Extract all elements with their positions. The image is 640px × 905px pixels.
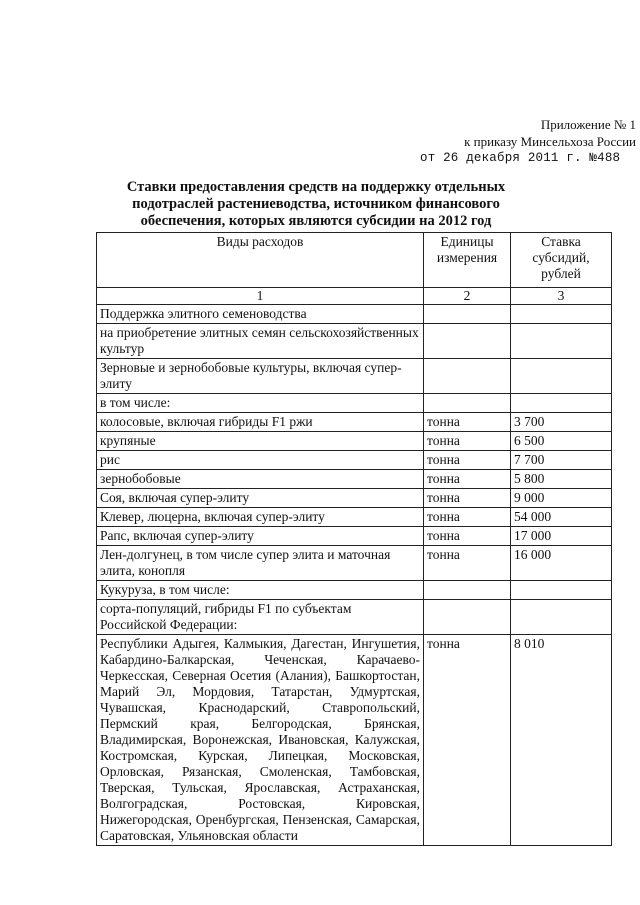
expense-type-cell: Соя, включая супер-элиту xyxy=(97,489,424,508)
appendix-order-ref: к приказу Минсельхоза России xyxy=(464,134,636,149)
unit-cell: тонна xyxy=(424,508,511,527)
expense-type-cell: зернобобовые xyxy=(97,470,424,489)
table-row xyxy=(97,451,612,470)
appendix-number: Приложение № 1 xyxy=(540,117,636,132)
rate-cell: 17 000 xyxy=(511,527,612,546)
rate-cell: 5 800 xyxy=(511,470,612,489)
expense-type-cell: рис xyxy=(97,451,424,470)
table-row xyxy=(97,324,612,359)
rate-cell: 54 000 xyxy=(511,508,612,527)
expense-type-cell: колосовые, включая гибриды F1 ржи xyxy=(97,413,424,432)
expense-type-cell: Зерновые и зернобобовые культуры, включая супер-элиту xyxy=(97,359,424,394)
column-number-2: 2 xyxy=(424,288,511,305)
unit-cell xyxy=(424,324,511,359)
table-row xyxy=(97,359,612,394)
rate-cell xyxy=(511,600,612,635)
rate-cell: 9 000 xyxy=(511,489,612,508)
rate-cell: 16 000 xyxy=(511,546,612,581)
table-row xyxy=(97,527,612,546)
rate-cell: 6 500 xyxy=(511,432,612,451)
subsidy-rates-table xyxy=(96,232,612,846)
unit-cell: тонна xyxy=(424,432,511,451)
unit-cell: тонна xyxy=(424,451,511,470)
table-row xyxy=(97,470,612,489)
rate-cell xyxy=(511,394,612,413)
appendix-order-date: от 26 декабря 2011 г. №488 xyxy=(420,151,621,165)
table-row xyxy=(97,305,612,324)
unit-cell xyxy=(424,581,511,600)
table-row xyxy=(97,394,612,413)
table-row xyxy=(97,413,612,432)
column-number-1: 1 xyxy=(97,288,424,305)
document-title: Ставки предоставления средств на поддержку отдельных подотраслей растениеводства, источником финансового обеспечения, которых являются субсидии на 2012 год xyxy=(126,179,506,229)
expense-type-cell: Лен-долгунец, в том числе супер элита и маточная элита, конопля xyxy=(97,546,424,581)
header-expense-type: Виды расходов xyxy=(97,233,424,288)
rate-cell xyxy=(511,324,612,359)
unit-cell xyxy=(424,394,511,413)
expense-type-cell: сорта-популяций, гибриды F1 по субъектам Российской Федерации: xyxy=(97,600,424,635)
expense-type-cell: в том числе: xyxy=(97,394,424,413)
table-row xyxy=(97,546,612,581)
unit-cell: тонна xyxy=(424,413,511,432)
header-rate: Ставка субсидий, рублей xyxy=(511,233,612,288)
rate-cell xyxy=(511,305,612,324)
table-row xyxy=(97,581,612,600)
expense-type-cell: Клевер, люцерна, включая супер-элиту xyxy=(97,508,424,527)
expense-type-cell: Республики Адыгея, Калмыкия, Дагестан, Ингушетия, Кабардино-Балкарская, Чеченская, Карачаево-Черкесская, Северная Осетия (Алания), Башкортостан, Марий Эл, Мордовия, Татарстан, Удмуртская, Чувашская, Краснодарский, Ставропольский, Пермский края, Белгородская, Брянская, Владимирская, Воронежская, Ивановская, Калужская, Костромская, Курская, Липецкая, Московская, Орловская, Рязанская, Смоленская, Тамбовская, Тверская, Тульская, Ярославская, Астраханская, Волгоградская, Ростовская, Кировская, Нижегородская, Оренбургская, Пензенская, Самарская, Саратовская, Ульяновская области xyxy=(97,635,424,846)
unit-cell: тонна xyxy=(424,489,511,508)
unit-cell: тонна xyxy=(424,546,511,581)
expense-type-cell: крупяные xyxy=(97,432,424,451)
rate-cell: 8 010 xyxy=(511,635,612,846)
expense-type-cell: Рапс, включая супер-элиту xyxy=(97,527,424,546)
expense-type-cell: Поддержка элитного семеноводства xyxy=(97,305,424,324)
table-row xyxy=(97,432,612,451)
table-row xyxy=(97,635,612,846)
table-row xyxy=(97,600,612,635)
unit-cell: тонна xyxy=(424,635,511,846)
table-row xyxy=(97,489,612,508)
unit-cell xyxy=(424,359,511,394)
column-number-3: 3 xyxy=(511,288,612,305)
column-numbers-row xyxy=(97,288,612,305)
rate-cell: 7 700 xyxy=(511,451,612,470)
rate-cell xyxy=(511,581,612,600)
unit-cell: тонна xyxy=(424,470,511,489)
appendix-header xyxy=(420,116,636,167)
unit-cell xyxy=(424,305,511,324)
unit-cell xyxy=(424,600,511,635)
unit-cell: тонна xyxy=(424,527,511,546)
header-unit: Единицы измерения xyxy=(424,233,511,288)
expense-type-cell: на приобретение элитных семян сельскохозяйственных культур xyxy=(97,324,424,359)
rate-cell: 3 700 xyxy=(511,413,612,432)
rate-cell xyxy=(511,359,612,394)
table-row xyxy=(97,508,612,527)
expense-type-cell: Кукуруза, в том числе: xyxy=(97,581,424,600)
